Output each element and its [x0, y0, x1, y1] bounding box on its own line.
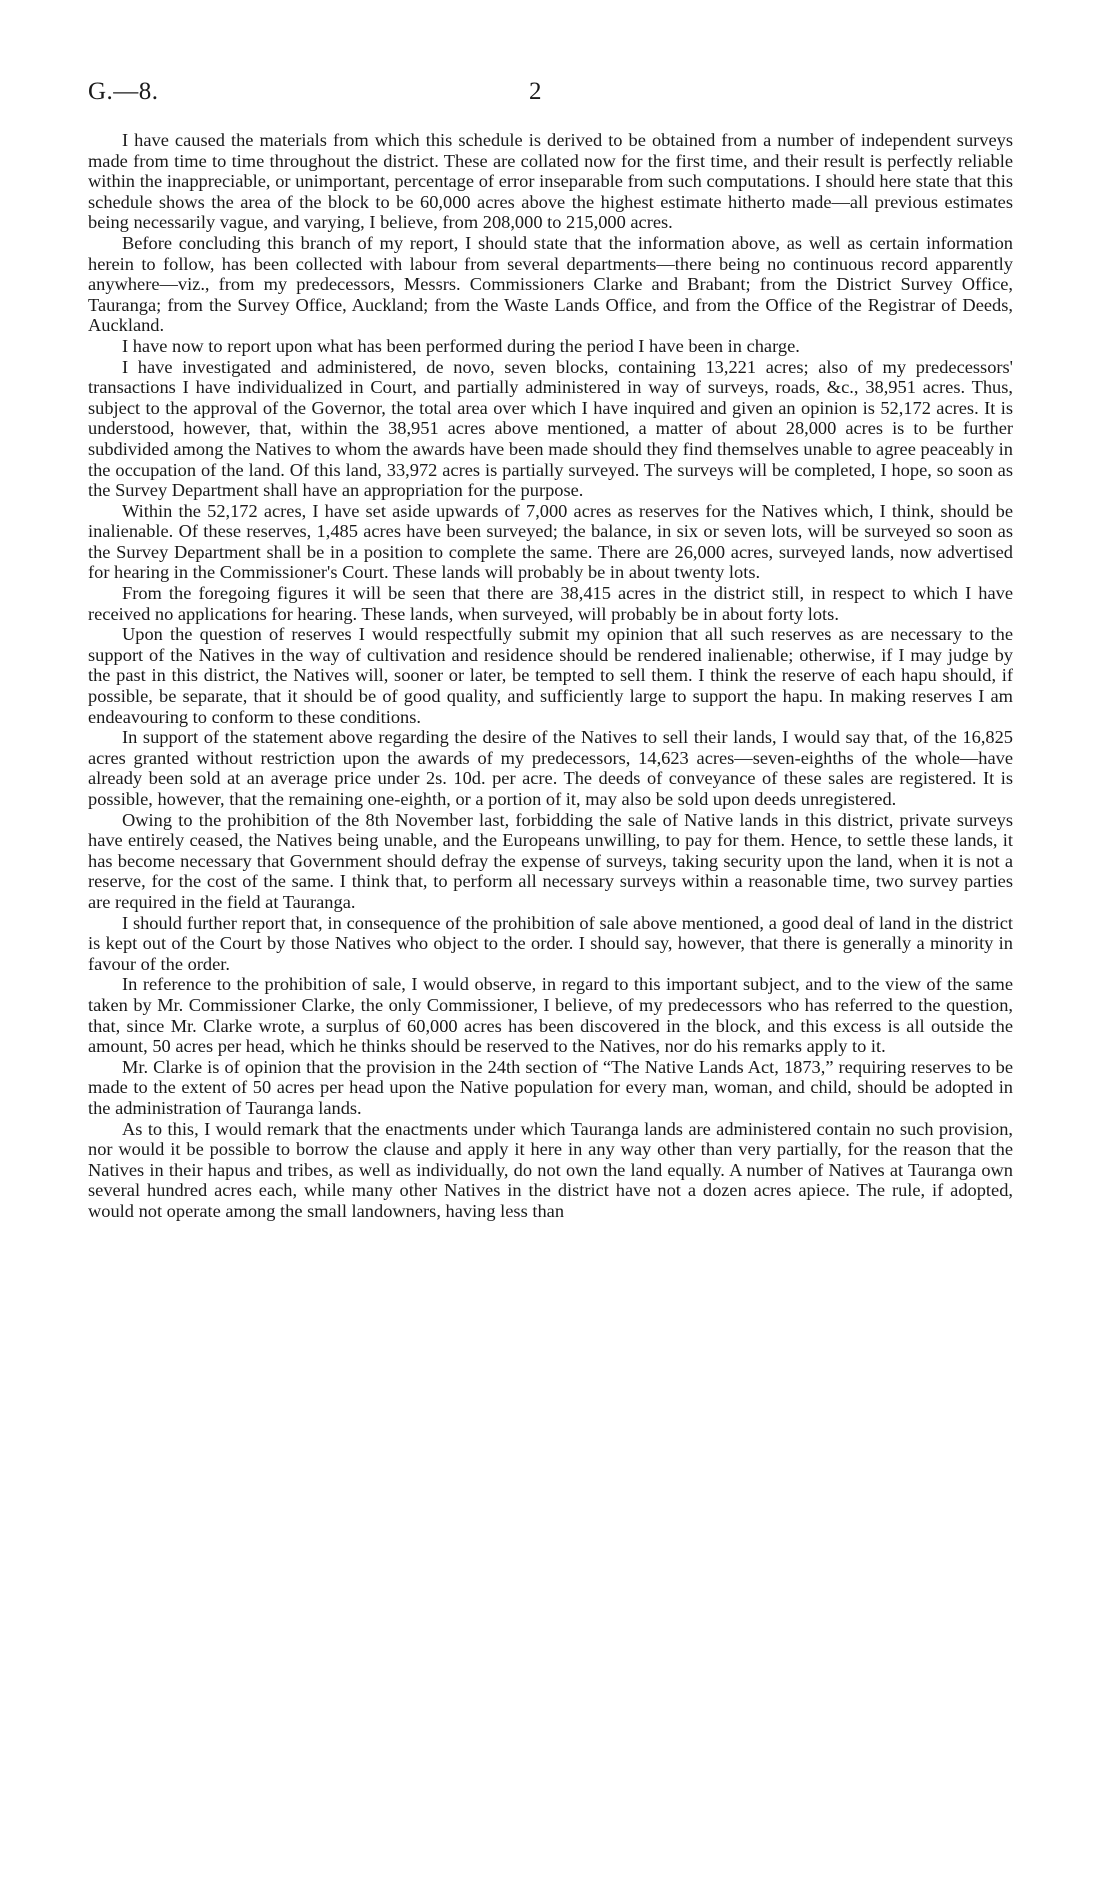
- paragraph: In reference to the prohibition of sale, I would observe, in regard to this important subject, and to the view of the same taken by Mr. Commissioner Clarke, the only Commissioner, I believe, of my predecessors who has referred to the question, that, since Mr. Clarke wrote, a surplus of 60,000 acres has been discovered in the block, and this excess is all outside the amount, 50 acres per head, which he thinks should be reserved to the Natives, nor do his remarks apply to it.: [88, 974, 1013, 1057]
- page-header: [88, 74, 1018, 110]
- paragraph: Within the 52,172 acres, I have set aside upwards of 7,000 acres as reserves for the Natives which, I think, should be inalienable. Of these reserves, 1,485 acres have been surveyed; the balance, in six or seven lots, will be surveyed so soon as the Survey Department shall be in a position to complete the same. There are 26,000 acres, surveyed lands, now advertised for hearing in the Commissioner's Court. These lands will probably be in about twenty lots.: [88, 500, 1013, 583]
- paragraph: I have investigated and administered, de novo, seven blocks, containing 13,221 acres; also of my predecessors' transactions I have individualized in Court, and partially administered in way of surveys, roads, &c., 38,951 acres. Thus, subject to the approval of the Governor, the total area over which I have inquired and given an opinion is 52,172 acres. It is understood, however, that, within the 38,951 acres above mentioned, a matter of about 28,000 acres is to be further subdivided among the Natives to whom the awards have been made should they find themselves unable to agree peaceably in the occupation of the land. Of this land, 33,972 acres is partially surveyed. The surveys will be completed, I hope, so soon as the Survey Department shall have an appropriation for the purpose.: [88, 356, 1013, 501]
- paragraph: Before concluding this branch of my report, I should state that the information above, as well as certain information herein to follow, has been collected with labour from several departments—there being no continuous record apparently anywhere—viz., from my predecessors, Messrs. Commissioners Clarke and Brabant; from the District Survey Office, Tauranga; from the Survey Office, Auckland; from the Waste Lands Office, and from the Office of the Registrar of Deeds, Auckland.: [88, 232, 1013, 336]
- document-reference: G.—8.: [88, 78, 159, 105]
- paragraph: Upon the question of reserves I would respectfully submit my opinion that all such reserves as are necessary to the support of the Natives in the way of cultivation and residence should be rendered inalienable; otherwise, if I may judge by the past in this district, the Natives will, sooner or later, be tempted to sell them. I think the reserve of each hapu should, if possible, be separate, that it should be of good quality, and sufficiently large to support the hapu. In making reserves I am endeavouring to conform to these conditions.: [88, 624, 1013, 727]
- paragraph: I should further report that, in consequence of the prohibition of sale above mentioned, a good deal of land in the district is kept out of the Court by those Natives who object to the order. I should say, however, that there is generally a minority in favour of the order.: [88, 912, 1013, 974]
- paragraph: Mr. Clarke is of opinion that the provision in the 24th section of “The Native Lands Act, 1873,” requiring reserves to be made to the extent of 50 acres per head upon the Native population for every man, woman, and child, should be adopted in the administration of Tauranga lands.: [88, 1056, 1013, 1118]
- report-body: [88, 130, 1013, 1221]
- paragraph: As to this, I would remark that the enactments under which Tauranga lands are administered contain no such provision, nor would it be possible to borrow the clause and apply it here in any way other than very partially, for the reason that the Natives in their hapus and tribes, as well as individually, do not own the land equally. A number of Natives at Tauranga own several hundred acres each, while many other Natives in the district have not a dozen acres apiece. The rule, if adopted, would not operate among the small landowners, having less than: [88, 1118, 1013, 1221]
- paragraph: From the foregoing figures it will be seen that there are 38,415 acres in the district still, in respect to which I have received no applications for hearing. These lands, when surveyed, will probably be in about forty lots.: [88, 583, 1013, 624]
- page-number: 2: [529, 78, 542, 105]
- paragraph: I have now to report upon what has been performed during the period I have been in charge.: [122, 335, 800, 356]
- paragraph: In support of the statement above regarding the desire of the Natives to sell their lands, I would say that, of the 16,825 acres granted without restriction upon the awards of my predecessors, 14,623 acres—seven-eighths of the whole—have already been sold at an average price under 2s. 10d. per acre. The deeds of conveyance of these sales are registered. It is possible, however, that the remaining one-eighth, or a portion of it, may also be sold upon deeds unregistered.: [88, 727, 1013, 809]
- paragraph: Owing to the prohibition of the 8th November last, forbidding the sale of Native lands in this district, private surveys have entirely ceased, the Natives being unable, and the Europeans unwilling, to pay for them. Hence, to settle these lands, it has become necessary that Government should defray the expense of surveys, taking security upon the land, when it is not a reserve, for the cost of the same. I think that, to perform all necessary surveys within a reasonable time, two survey parties are required in the field at Tauranga.: [88, 809, 1013, 912]
- paragraph: I have caused the materials from which this schedule is derived to be obtained from a number of independent surveys made from time to time throughout the district. These are collated now for the first time, and their result is perfectly reliable within the inappreciable, or unimportant, percentage of error inseparable from such computations. I should here state that this schedule shows the area of the block to be 60,000 acres above the highest estimate hitherto made—all previous estimates being necessarily vague, and varying, I believe, from 208,000 to 215,000 acres.: [88, 130, 1013, 233]
